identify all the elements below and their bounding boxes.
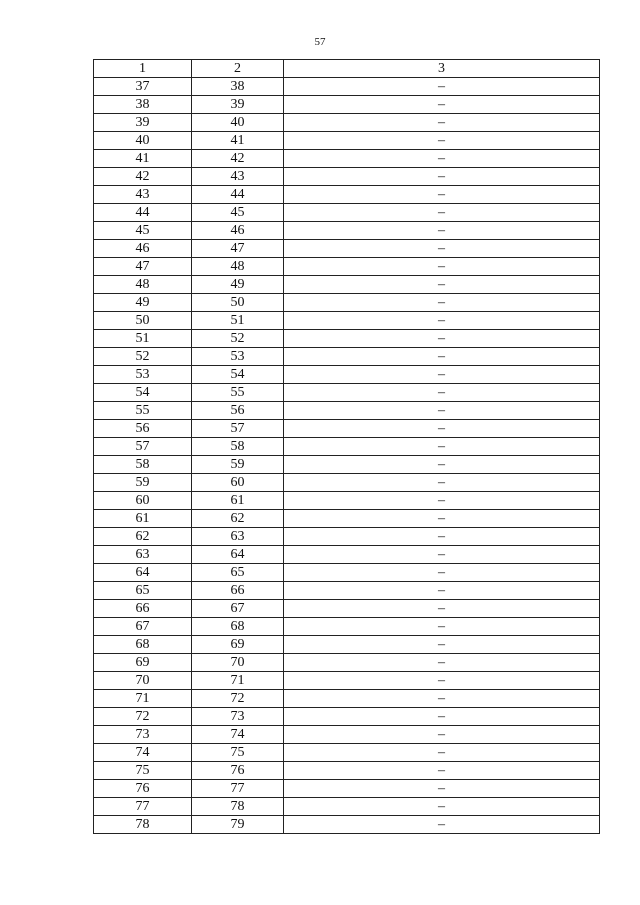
- table-row: [94, 780, 600, 798]
- table-cell-col-1: 77: [94, 798, 192, 816]
- table-cell-col-3: –: [284, 672, 600, 690]
- table-row: [94, 726, 600, 744]
- table-cell-col-1: 60: [94, 492, 192, 510]
- table-row: [94, 348, 600, 366]
- table-cell-col-3: –: [284, 132, 600, 150]
- table-row: [94, 618, 600, 636]
- table-cell-col-2: 59: [192, 456, 284, 474]
- table-cell-col-2: 40: [192, 114, 284, 132]
- table-cell-col-1: 47: [94, 258, 192, 276]
- table-row: [94, 420, 600, 438]
- table-cell-col-1: 53: [94, 366, 192, 384]
- column-header-1: 1: [94, 60, 192, 78]
- table-row: [94, 96, 600, 114]
- table-row: [94, 510, 600, 528]
- table-cell-col-2: 74: [192, 726, 284, 744]
- table-row: [94, 78, 600, 96]
- table-cell-col-1: 51: [94, 330, 192, 348]
- data-table: [93, 59, 600, 834]
- table-cell-col-1: 43: [94, 186, 192, 204]
- table-cell-col-2: 45: [192, 204, 284, 222]
- table-cell-col-2: 38: [192, 78, 284, 96]
- table-cell-col-2: 72: [192, 690, 284, 708]
- table-cell-col-2: 62: [192, 510, 284, 528]
- table-cell-col-3: –: [284, 204, 600, 222]
- table-cell-col-2: 75: [192, 744, 284, 762]
- table-row: [94, 816, 600, 834]
- table-cell-col-2: 79: [192, 816, 284, 834]
- table-cell-col-1: 59: [94, 474, 192, 492]
- table-row: [94, 366, 600, 384]
- table-cell-col-3: –: [284, 726, 600, 744]
- table-cell-col-3: –: [284, 258, 600, 276]
- table-cell-col-1: 40: [94, 132, 192, 150]
- table-row: [94, 186, 600, 204]
- column-header-2: 2: [192, 60, 284, 78]
- header-row: [94, 60, 600, 78]
- table-cell-col-3: –: [284, 276, 600, 294]
- table-cell-col-2: 41: [192, 132, 284, 150]
- table-cell-col-3: –: [284, 744, 600, 762]
- table-cell-col-2: 48: [192, 258, 284, 276]
- table-cell-col-3: –: [284, 186, 600, 204]
- table-cell-col-1: 70: [94, 672, 192, 690]
- table-cell-col-2: 39: [192, 96, 284, 114]
- column-header-3: 3: [284, 60, 600, 78]
- table-row: [94, 528, 600, 546]
- table-row: [94, 474, 600, 492]
- table-cell-col-1: 46: [94, 240, 192, 258]
- table-row: [94, 258, 600, 276]
- table-cell-col-1: 72: [94, 708, 192, 726]
- table-row: [94, 798, 600, 816]
- table-cell-col-1: 49: [94, 294, 192, 312]
- table-cell-col-1: 67: [94, 618, 192, 636]
- table-row: [94, 762, 600, 780]
- table-cell-col-2: 76: [192, 762, 284, 780]
- table-cell-col-3: –: [284, 618, 600, 636]
- table-cell-col-2: 54: [192, 366, 284, 384]
- table-cell-col-2: 51: [192, 312, 284, 330]
- table-cell-col-2: 66: [192, 582, 284, 600]
- table-cell-col-2: 68: [192, 618, 284, 636]
- table-row: [94, 312, 600, 330]
- table-cell-col-1: 38: [94, 96, 192, 114]
- table-cell-col-3: –: [284, 96, 600, 114]
- table-cell-col-1: 76: [94, 780, 192, 798]
- table-cell-col-1: 57: [94, 438, 192, 456]
- table-cell-col-3: –: [284, 564, 600, 582]
- table-cell-col-2: 43: [192, 168, 284, 186]
- table-cell-col-1: 56: [94, 420, 192, 438]
- table-cell-col-3: –: [284, 168, 600, 186]
- table-cell-col-2: 49: [192, 276, 284, 294]
- table-cell-col-2: 64: [192, 546, 284, 564]
- table-row: [94, 294, 600, 312]
- table-cell-col-3: –: [284, 114, 600, 132]
- table-cell-col-1: 45: [94, 222, 192, 240]
- table-row: [94, 564, 600, 582]
- table-cell-col-3: –: [284, 798, 600, 816]
- table-cell-col-2: 44: [192, 186, 284, 204]
- table-cell-col-2: 52: [192, 330, 284, 348]
- table-cell-col-3: –: [284, 546, 600, 564]
- table-cell-col-1: 44: [94, 204, 192, 222]
- table-cell-col-3: –: [284, 474, 600, 492]
- table-row: [94, 132, 600, 150]
- table-cell-col-2: 58: [192, 438, 284, 456]
- table-cell-col-2: 46: [192, 222, 284, 240]
- table-cell-col-2: 69: [192, 636, 284, 654]
- table-cell-col-1: 52: [94, 348, 192, 366]
- table-cell-col-3: –: [284, 240, 600, 258]
- table-cell-col-3: –: [284, 438, 600, 456]
- table-row: [94, 672, 600, 690]
- table-cell-col-1: 74: [94, 744, 192, 762]
- table-cell-col-2: 57: [192, 420, 284, 438]
- table-cell-col-3: –: [284, 222, 600, 240]
- table-body: [94, 78, 600, 834]
- table-cell-col-3: –: [284, 492, 600, 510]
- table-cell-col-3: –: [284, 690, 600, 708]
- table-cell-col-3: –: [284, 312, 600, 330]
- table-cell-col-3: –: [284, 816, 600, 834]
- table-header: [94, 60, 600, 78]
- table-cell-col-1: 37: [94, 78, 192, 96]
- table-cell-col-1: 69: [94, 654, 192, 672]
- table-cell-col-1: 73: [94, 726, 192, 744]
- table-cell-col-2: 70: [192, 654, 284, 672]
- table-cell-col-2: 50: [192, 294, 284, 312]
- table-cell-col-2: 55: [192, 384, 284, 402]
- table-cell-col-3: –: [284, 654, 600, 672]
- table-cell-col-1: 75: [94, 762, 192, 780]
- table-cell-col-1: 62: [94, 528, 192, 546]
- table-cell-col-2: 71: [192, 672, 284, 690]
- table-cell-col-3: –: [284, 420, 600, 438]
- table-row: [94, 114, 600, 132]
- table-cell-col-1: 71: [94, 690, 192, 708]
- table-cell-col-2: 78: [192, 798, 284, 816]
- table-row: [94, 384, 600, 402]
- table-cell-col-3: –: [284, 294, 600, 312]
- table-row: [94, 330, 600, 348]
- table-row: [94, 150, 600, 168]
- table-row: [94, 240, 600, 258]
- table-cell-col-2: 60: [192, 474, 284, 492]
- table-cell-col-3: –: [284, 762, 600, 780]
- table-cell-col-1: 58: [94, 456, 192, 474]
- table-cell-col-3: –: [284, 366, 600, 384]
- table-row: [94, 492, 600, 510]
- table-cell-col-1: 54: [94, 384, 192, 402]
- table-row: [94, 168, 600, 186]
- table-cell-col-1: 65: [94, 582, 192, 600]
- table-row: [94, 438, 600, 456]
- table-cell-col-3: –: [284, 384, 600, 402]
- table-row: [94, 708, 600, 726]
- table-cell-col-2: 63: [192, 528, 284, 546]
- table-cell-col-3: –: [284, 348, 600, 366]
- table-cell-col-2: 61: [192, 492, 284, 510]
- table-row: [94, 600, 600, 618]
- table-cell-col-3: –: [284, 78, 600, 96]
- table-cell-col-2: 47: [192, 240, 284, 258]
- table-cell-col-2: 53: [192, 348, 284, 366]
- table-row: [94, 546, 600, 564]
- table-cell-col-2: 67: [192, 600, 284, 618]
- table-cell-col-1: 41: [94, 150, 192, 168]
- table-cell-col-3: –: [284, 510, 600, 528]
- table-cell-col-1: 63: [94, 546, 192, 564]
- table-cell-col-3: –: [284, 528, 600, 546]
- table-row: [94, 690, 600, 708]
- table-row: [94, 204, 600, 222]
- table-cell-col-3: –: [284, 780, 600, 798]
- table-cell-col-2: 73: [192, 708, 284, 726]
- table-row: [94, 402, 600, 420]
- table-cell-col-2: 42: [192, 150, 284, 168]
- table-cell-col-3: –: [284, 402, 600, 420]
- table-row: [94, 276, 600, 294]
- table-row: [94, 744, 600, 762]
- table-cell-col-1: 39: [94, 114, 192, 132]
- table-row: [94, 456, 600, 474]
- table-cell-col-3: –: [284, 582, 600, 600]
- table-cell-col-1: 55: [94, 402, 192, 420]
- table-cell-col-1: 48: [94, 276, 192, 294]
- table-cell-col-1: 50: [94, 312, 192, 330]
- table-cell-col-2: 77: [192, 780, 284, 798]
- table-cell-col-1: 78: [94, 816, 192, 834]
- table-cell-col-1: 68: [94, 636, 192, 654]
- table-row: [94, 654, 600, 672]
- page-number: 57: [314, 36, 326, 48]
- table-cell-col-1: 42: [94, 168, 192, 186]
- table-cell-col-1: 61: [94, 510, 192, 528]
- table-row: [94, 636, 600, 654]
- table-row: [94, 222, 600, 240]
- table-cell-col-1: 64: [94, 564, 192, 582]
- table-cell-col-3: –: [284, 150, 600, 168]
- table-cell-col-3: –: [284, 330, 600, 348]
- table-cell-col-3: –: [284, 708, 600, 726]
- table-cell-col-3: –: [284, 456, 600, 474]
- table-cell-col-2: 65: [192, 564, 284, 582]
- table-cell-col-2: 56: [192, 402, 284, 420]
- table-cell-col-3: –: [284, 636, 600, 654]
- table-cell-col-3: –: [284, 600, 600, 618]
- table-cell-col-1: 66: [94, 600, 192, 618]
- table-row: [94, 582, 600, 600]
